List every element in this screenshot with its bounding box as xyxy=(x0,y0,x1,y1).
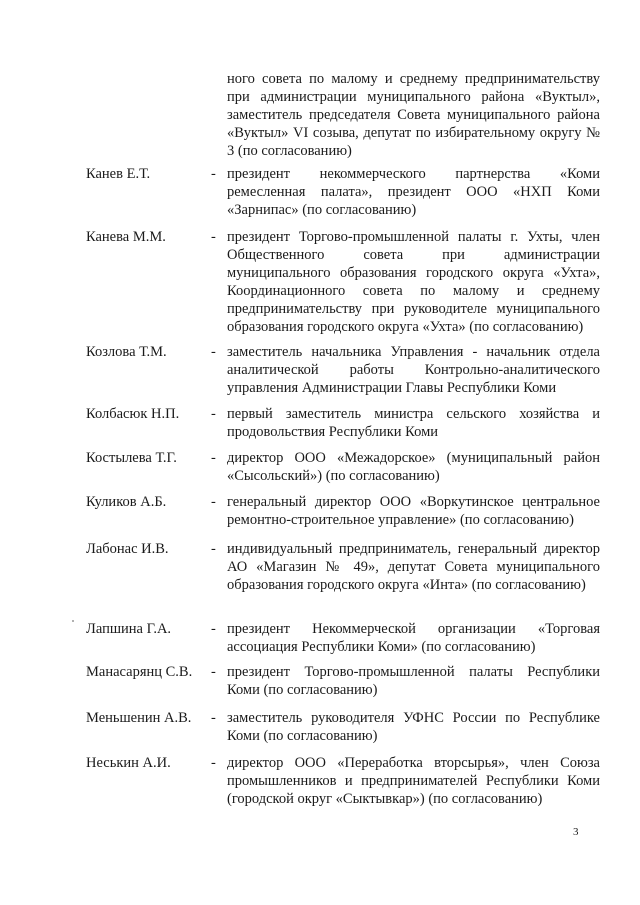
member-name: Меньшенин А.В. xyxy=(86,710,192,726)
member-dash: - xyxy=(211,664,216,680)
member-name: Канева М.М. xyxy=(86,229,166,245)
member-dash: - xyxy=(211,406,216,422)
member-name: Козлова Т.М. xyxy=(86,344,167,360)
continuation-description: ного совета по малому и среднему предпринимательству при администрации муниципального района «Вуктыл», заместитель председателя Совета муниципального района «Вуктыл» VI созыва, депутат по избирательному округу № 3 (по согласованию) xyxy=(227,71,600,159)
member-dash: - xyxy=(211,755,216,771)
member-dash: - xyxy=(211,344,216,360)
member-description: президент Торгово-промышленной палаты Республики Коми (по согласованию) xyxy=(227,664,600,698)
member-description: президент Торгово-промышленной палаты г. Ухты, член Общественного совета при администрации муниципального образования городского округа «Ухта», Координационного совета по малому и среднему предпринимательству при руководителе муниципального образования городского округа «Ухта» (по согласованию) xyxy=(227,229,600,335)
member-dash: - xyxy=(211,450,216,466)
member-description: директор ООО «Межадорское» (муниципальный район «Сысольский») (по согласованию) xyxy=(227,450,600,484)
member-description: президент Некоммерческой организации «Торговая ассоциация Республики Коми» (по согласованию) xyxy=(227,621,600,655)
member-description: первый заместитель министра сельского хозяйства и продовольствия Республики Коми xyxy=(227,406,600,440)
member-name: Колбасюк Н.П. xyxy=(86,406,180,422)
member-name: Манасарянц С.В. xyxy=(86,664,193,680)
member-description: президент некоммерческого партнерства «Коми ремесленная палата», президент ООО «НХП Коми «Зарнипас» (по согласованию) xyxy=(227,166,600,218)
member-dash: - xyxy=(211,541,216,557)
member-description: заместитель руководителя УФНС России по Республике Коми (по согласованию) xyxy=(227,710,600,744)
member-description: генеральный директор ООО «Воркутинское центральное ремонтно-строительное управление» (по согласованию) xyxy=(227,494,600,528)
member-dash: - xyxy=(211,710,216,726)
member-name: Лапшина Г.А. xyxy=(86,621,172,637)
scan-speck xyxy=(72,620,74,622)
member-description: индивидуальный предприниматель, генеральный директор АО «Магазин № 49», депутат Совета муниципального образования городского округа «Инта» (по согласованию) xyxy=(227,541,600,593)
member-name: Лабонас И.В. xyxy=(86,541,169,557)
member-name: Неськин А.И. xyxy=(86,755,171,771)
member-description: директор ООО «Переработка вторсырья», член Союза промышленников и предпринимателей Республики Коми (городской округ «Сыктывкар») (по согласованию) xyxy=(227,755,600,807)
member-name: Костылева Т.Г. xyxy=(86,450,177,466)
member-dash: - xyxy=(211,229,216,245)
member-description: заместитель начальника Управления - начальник отдела аналитической работы Контрольно-аналитического управления Администрации Главы Республики Коми xyxy=(227,344,600,396)
page-number: 3 xyxy=(573,826,579,838)
member-name: Куликов А.Б. xyxy=(86,494,167,510)
member-name: Канев Е.Т. xyxy=(86,166,151,182)
member-dash: - xyxy=(211,166,216,182)
member-dash: - xyxy=(211,494,216,510)
member-dash: - xyxy=(211,621,216,637)
